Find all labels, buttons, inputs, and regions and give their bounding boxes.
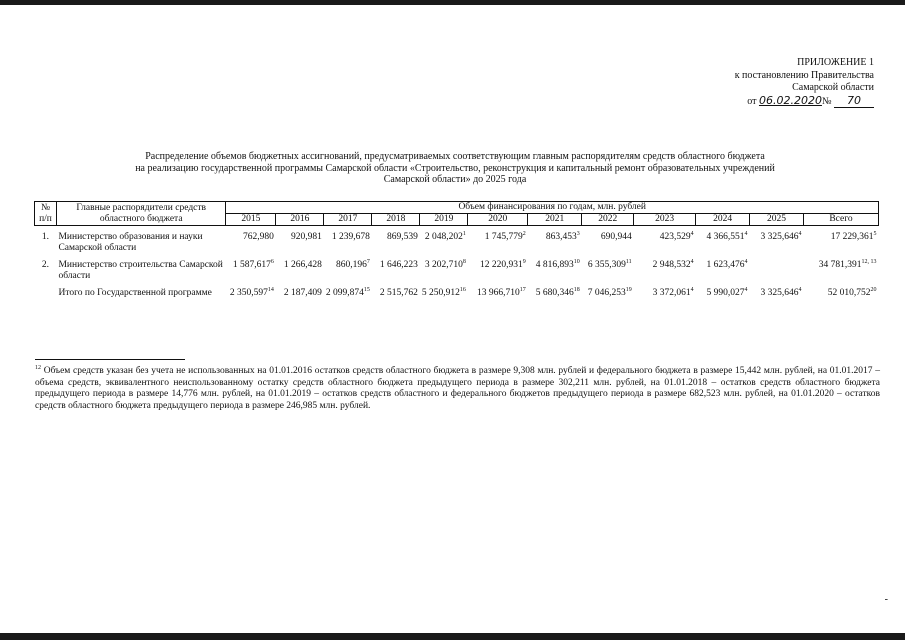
decree-number: 70 xyxy=(834,95,874,109)
cell-footnote-ref: 17 xyxy=(519,286,526,293)
cell-footnote-ref: 3 xyxy=(576,230,580,237)
cell-value: 2 048,202 xyxy=(424,232,463,242)
row-organization: Итого по Государственной программе xyxy=(58,288,212,298)
header-year: Всего xyxy=(803,214,878,226)
value-cell xyxy=(582,260,634,282)
cell-value: 1 623,476 xyxy=(706,260,745,270)
value-cell xyxy=(634,260,696,282)
appendix-date-line xyxy=(735,95,874,109)
cell-value: 2 515,762 xyxy=(379,288,418,298)
cell-footnote-ref: 20 xyxy=(870,286,877,293)
decree-date: 06.02.2020 xyxy=(758,93,822,107)
header-year: 2018 xyxy=(372,214,420,226)
header-num: № п/п xyxy=(35,202,57,226)
cell-footnote-ref: 12, 13 xyxy=(861,258,877,265)
footnote-rule xyxy=(35,359,185,360)
cell-footnote-ref: 10 xyxy=(573,258,580,265)
number-prefix: № xyxy=(821,95,832,107)
cell-footnote-ref: 5 xyxy=(873,230,877,237)
table-header-row xyxy=(35,202,879,214)
value-cell xyxy=(226,232,276,254)
cell-value: 1 587,617 xyxy=(232,260,271,270)
table-body xyxy=(35,226,879,300)
header-year: 2020 xyxy=(468,214,528,226)
value-cell xyxy=(750,260,804,282)
row-number: 1. xyxy=(41,232,50,242)
header-year: 2015 xyxy=(226,214,276,226)
value-cell xyxy=(803,288,878,299)
cell-footnote-ref: 18 xyxy=(573,286,580,293)
cell-footnote-ref: 19 xyxy=(625,286,632,293)
cell-value: 1 646,223 xyxy=(379,260,418,270)
value-cell xyxy=(696,288,750,299)
cell-value: 12 220,931 xyxy=(480,260,523,270)
cell-value: 52 010,752 xyxy=(827,288,871,298)
cell-value: 6 355,309 xyxy=(587,260,626,270)
cell-value: 2 948,532 xyxy=(652,260,691,270)
cell-value: 7 046,253 xyxy=(587,288,626,298)
cell-value: 1 239,678 xyxy=(331,232,370,242)
cell-value: 863,453 xyxy=(545,232,577,242)
header-year: 2023 xyxy=(634,214,696,226)
cell-value: 2 187,409 xyxy=(283,288,322,298)
cell-footnote-ref: 8 xyxy=(462,258,466,265)
cell-value: 3 325,646 xyxy=(760,232,799,242)
scan-bottom-border xyxy=(0,633,905,640)
value-cell xyxy=(276,260,324,282)
cell-footnote-ref: 2 xyxy=(522,230,526,237)
value-cell xyxy=(582,288,634,299)
value-cell xyxy=(634,232,696,254)
value-cell xyxy=(528,260,582,282)
cell-value: 17 229,361 xyxy=(830,232,874,242)
value-cell xyxy=(582,232,634,254)
cell-footnote-ref: 9 xyxy=(522,258,526,265)
scan-top-border xyxy=(0,0,905,5)
cell-value: 3 325,646 xyxy=(760,288,799,298)
cell-value: 2 099,874 xyxy=(325,288,364,298)
cell-footnote-ref: 4 xyxy=(744,230,748,237)
cell-footnote-ref: 4 xyxy=(798,286,802,293)
footnote xyxy=(35,366,880,412)
document-heading xyxy=(60,151,850,186)
header-year: 2021 xyxy=(528,214,582,226)
value-cell xyxy=(324,232,372,254)
cell-footnote-ref: 15 xyxy=(363,286,370,293)
cell-footnote-ref: 7 xyxy=(366,258,370,265)
header-year: 2019 xyxy=(420,214,468,226)
date-prefix: от xyxy=(747,95,757,107)
value-cell xyxy=(468,232,528,254)
cell-value: 423,529 xyxy=(659,232,691,242)
value-cell xyxy=(528,232,582,254)
cell-value: 34 781,391 xyxy=(818,260,862,270)
heading-line-3: Самарской области» до 2025 года xyxy=(383,174,527,185)
value-cell xyxy=(468,288,528,299)
header-year: 2016 xyxy=(276,214,324,226)
cell-value: 3 372,061 xyxy=(652,288,691,298)
header-funding: Объем финансирования по годам, млн. рублей xyxy=(226,202,879,214)
header-year: 2022 xyxy=(582,214,634,226)
margin-mark: - xyxy=(884,594,888,605)
header-year: 2025 xyxy=(750,214,804,226)
cell-value: 1 745,779 xyxy=(484,232,523,242)
cell-value: 13 966,710 xyxy=(477,288,520,298)
cell-value: 920,981 xyxy=(290,232,322,242)
table-row xyxy=(35,232,879,254)
value-cell xyxy=(696,260,750,282)
cell-footnote-ref: 4 xyxy=(690,258,694,265)
cell-footnote-ref: 4 xyxy=(744,286,748,293)
cell-value: 860,196 xyxy=(335,260,367,270)
cell-value: 5 250,912 xyxy=(421,288,460,298)
value-cell xyxy=(750,232,804,254)
cell-value: 869,539 xyxy=(386,232,418,242)
cell-footnote-ref: 4 xyxy=(690,230,694,237)
cell-footnote-ref: 11 xyxy=(625,258,632,265)
appendix-line-1: к постановлению Правительства xyxy=(734,69,874,81)
value-cell xyxy=(696,232,750,254)
footnote-text: Объем средств указан без учета не использованных на 01.01.2016 остатков средств областного бюджета в размере 9,308 млн. рублей и федерального бюджета в размере 15,442 млн. рублей, на 01.01.2017 – объема средств, эквивалентного неиспользованному остатку средств областного бюджета предыдущего периода в размере 302,211 млн. рублей, на 01.01.2018 – остатков средств областного бюджета предыдущего периода в размере 14,776 млн. рублей, на 01.01.2019 – остатков средств областного и федерального бюджетов предыдущего периода в размере 682,523 млн. рублей, на 01.01.2020 – остатков средств областного бюджета предыдущего периода в размере 246,985 млн. рублей. xyxy=(35,366,881,411)
cell-value: 1 266,428 xyxy=(283,260,322,270)
value-cell xyxy=(420,260,468,282)
cell-value: 762,980 xyxy=(243,232,274,242)
cell-footnote-ref: 14 xyxy=(267,286,274,293)
value-cell xyxy=(528,288,582,299)
value-cell xyxy=(468,260,528,282)
value-cell xyxy=(276,288,324,299)
value-cell xyxy=(420,232,468,254)
row-number xyxy=(35,288,57,299)
heading-line-1: Распределение объемов бюджетных ассигнований, предусматриваемых соответствующим главным распорядителям средств областного бюджета xyxy=(145,151,765,162)
cell-value: 5 990,027 xyxy=(706,288,745,298)
header-year: 2024 xyxy=(696,214,750,226)
cell-footnote-ref: 6 xyxy=(270,258,274,265)
row-organization: Министерство строительства Самарской области xyxy=(58,260,223,281)
cell-footnote-ref: 4 xyxy=(798,230,802,237)
cell-value: 3 202,710 xyxy=(424,260,463,270)
value-cell xyxy=(634,288,696,299)
appendix-line-2: Самарской области xyxy=(792,82,874,93)
value-cell xyxy=(276,232,324,254)
value-cell xyxy=(372,288,420,299)
cell-value: 2 350,597 xyxy=(229,288,268,298)
value-cell xyxy=(226,288,276,299)
table-row xyxy=(35,288,879,299)
table-row xyxy=(35,260,879,282)
value-cell xyxy=(226,260,276,282)
value-cell xyxy=(324,260,372,282)
cell-footnote-ref: 4 xyxy=(744,258,748,265)
cell-value: 4 816,893 xyxy=(535,260,574,270)
cell-value: 5 680,346 xyxy=(535,288,574,298)
value-cell xyxy=(372,260,420,282)
appendix-title: ПРИЛОЖЕНИЕ 1 xyxy=(797,57,874,68)
row-number: 2. xyxy=(41,260,50,270)
value-cell xyxy=(803,260,878,282)
cell-footnote-ref: 4 xyxy=(690,286,694,293)
header-year: 2017 xyxy=(324,214,372,226)
appendix-block xyxy=(735,57,874,108)
cell-value: 4 366,551 xyxy=(706,232,745,242)
footnote-number: 12 xyxy=(35,364,41,371)
heading-line-2: на реализацию государственной программы Самарской области «Строительство, реконструкция и капитальный ремонт образовательных учреждений xyxy=(135,162,775,174)
header-org: Главные распорядители средств областного бюджета xyxy=(56,202,225,226)
cell-footnote-ref: 16 xyxy=(459,286,466,293)
row-organization: Министерство образования и науки Самарской области xyxy=(58,232,203,253)
cell-value: 690,944 xyxy=(600,232,632,242)
cell-footnote-ref: 1 xyxy=(462,230,466,237)
value-cell xyxy=(372,232,420,254)
value-cell xyxy=(420,288,468,299)
value-cell xyxy=(324,288,372,299)
value-cell xyxy=(803,232,878,254)
value-cell xyxy=(750,288,804,299)
funding-table xyxy=(34,201,879,299)
